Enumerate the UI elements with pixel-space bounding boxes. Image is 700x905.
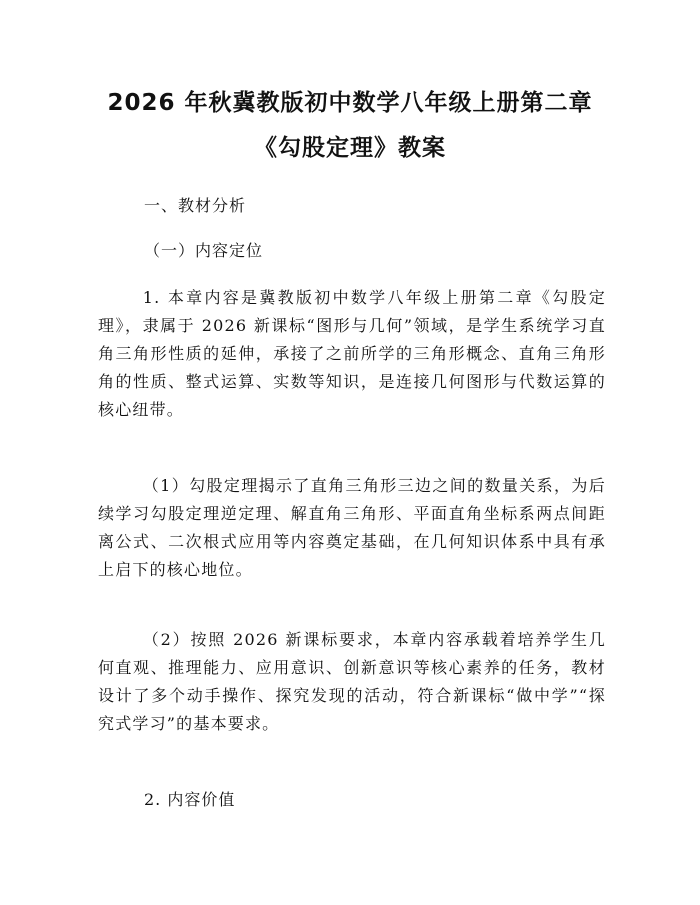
document-title-line1: 2026 年秋冀教版初中数学八年级上册第二章 xyxy=(107,90,593,116)
paragraph-curriculum-requirements: （2）按照 2026 新课标要求，本章内容承载着培养学生几何直观、推理能力、应用意识、创新意识等核心素养的任务，教材设计了多个动手操作、探究发现的活动，符合新课标“做中学”“探究式学习”的基本要求。 xyxy=(98,630,606,733)
paragraph-theorem-role: （1）勾股定理揭示了直角三角形三边之间的数量关系，为后续学习勾股定理逆定理、解直角三角形、平面直角坐标系两点间距离公式、二次根式应用等内容奠定基础，在几何知识体系中具有承上启下的核心地位。 xyxy=(98,476,606,579)
section-heading-textbook-analysis: 一、教材分析 xyxy=(144,196,247,215)
document-title-line2: 《勾股定理》教案 xyxy=(254,135,446,161)
item-heading-content-value: 2. 内容价值 xyxy=(144,790,236,809)
subsection-heading-content-positioning: （一）内容定位 xyxy=(144,241,264,260)
paragraph-chapter-overview: 1. 本章内容是冀教版初中数学八年级上册第二章《勾股定理》，隶属于 2026 新课标“图形与几何”领域，是学生系统学习直角三角形性质的延伸，承接了之前所学的三角形概念、直角三角形角的性质、整式运算、实数等知识，是连接几何图形与代数运算的核心纽带。 xyxy=(98,288,606,419)
